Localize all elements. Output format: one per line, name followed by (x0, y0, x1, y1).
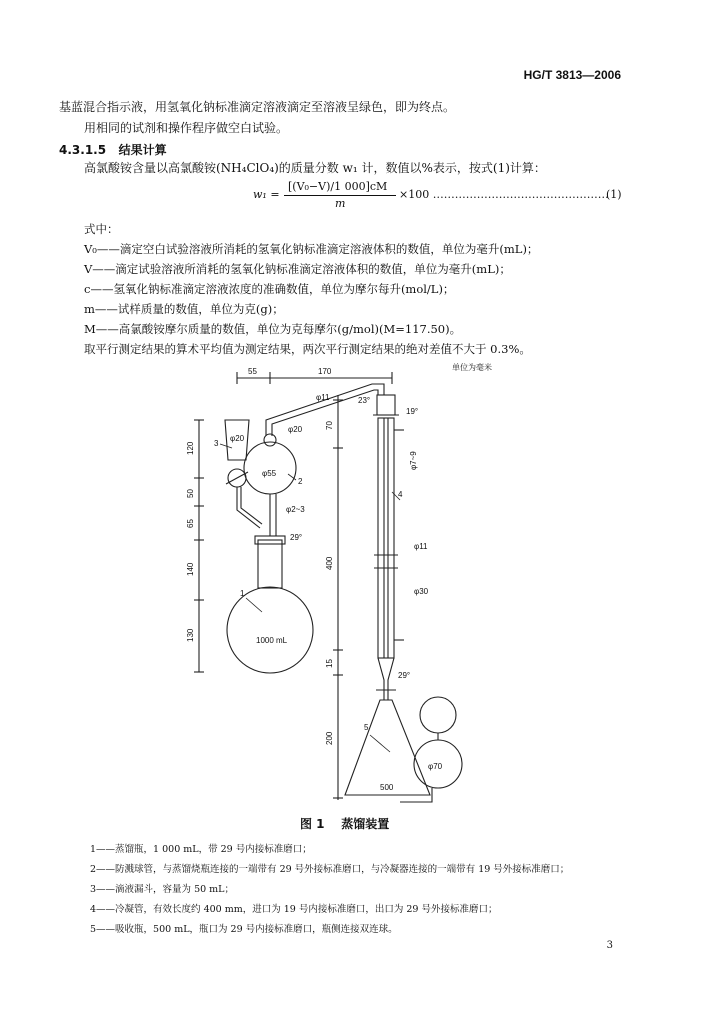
legend-item: 5——吸收瓶，500 mL，瓶口为 29 号内接标准磨口，瓶侧连接双连球。 (90, 924, 398, 935)
conclusion-text: 取平行测定结果的算术平均值为测定结果，两次平行测定结果的绝对差值不大于 0.3%。 (84, 342, 531, 356)
splash-bulb (244, 442, 296, 494)
caption-number: 图 1 (300, 817, 325, 831)
formula-tail: ×100 ………………………………………… (399, 188, 609, 201)
body-text-line-1: 基蓝混合指示液，用氢氧化钠标准滴定溶液滴定至溶液呈绿色，即为终点。 (59, 100, 456, 114)
dim-50: 50 (186, 489, 195, 498)
dim-200: 200 (325, 731, 334, 745)
section-number: 4.3.1.5 (59, 143, 107, 157)
dim-120: 120 (186, 441, 195, 455)
condenser (378, 418, 394, 658)
condenser-joint (377, 395, 395, 415)
dim-phi7-9: φ7~9 (409, 451, 418, 470)
definition-item: V₀——滴定空白试验溶液所消耗的氢氧化钠标准滴定溶液体积的数值，单位为毫升(mL)； (84, 242, 539, 256)
formula-numerator: [(V₀−V)/1 000]cM (288, 180, 388, 193)
dim-phi2-3: φ2~3 (286, 505, 305, 514)
dim-phi11-top: φ11 (316, 393, 330, 402)
part-number-3: 3 (214, 439, 219, 448)
part-number-4: 4 (398, 490, 403, 499)
dim-400: 400 (325, 556, 334, 570)
dim-phi20-funnel: φ20 (230, 434, 245, 443)
figure-caption (300, 815, 389, 832)
unit-note: 单位为毫米 (452, 363, 492, 372)
definitions-intro: 式中： (84, 222, 119, 236)
definition-item: m——试样质量的数值，单位为克(g)； (84, 302, 284, 316)
dim-phi20-bulb: φ20 (288, 425, 303, 434)
document-code: HG/T 3813—2006 (523, 68, 621, 82)
absorber-volume-label: 500 (380, 783, 394, 792)
legend-item: 3——滴液漏斗，容量为 50 mL； (90, 884, 234, 895)
flask-volume-label: 1000 mL (256, 636, 288, 645)
body-text-line-2: 用相同的试剂和操作程序做空白试验。 (84, 121, 289, 135)
equation-number: (1) (606, 188, 622, 201)
definition-item: c——氢氧化钠标准滴定溶液浓度的准确数值，单位为摩尔每升(mol/L)； (84, 282, 455, 296)
dim-55: 55 (248, 367, 257, 376)
part-number-1: 1 (240, 589, 245, 598)
dim-130: 130 (186, 628, 195, 642)
dim-140: 140 (186, 562, 195, 576)
dim-29deg-flask: 29° (290, 533, 303, 542)
caption-title: 蒸馏装置 (341, 817, 390, 831)
dim-70: 70 (325, 421, 334, 430)
absorption-flask (345, 700, 430, 795)
legend-item: 1——蒸馏瓶，1 000 mL，带 29 号内接标准磨口； (90, 844, 312, 855)
legend-item: 2——防溅球管，与蒸馏烧瓶连接的一端带有 29 号外接标准磨口，与冷凝器连接的一端带有 19 号外接标准磨口； (90, 864, 570, 875)
formula-denominator: m (335, 197, 346, 210)
dim-phi11-mid: φ11 (414, 542, 428, 551)
part-number-2: 2 (298, 477, 303, 486)
dim-19deg: 19° (406, 407, 419, 416)
distillation-flask (227, 587, 313, 673)
double-bulb-upper (420, 697, 456, 733)
dim-phi70: φ70 (428, 762, 443, 771)
dim-phi30: φ30 (414, 587, 429, 596)
figure-legend (90, 840, 569, 940)
dim-23deg: 23° (358, 396, 371, 405)
calc-description: 高氯酸铵含量以高氯酸铵(NH₄ClO₄)的质量分数 w₁ 计，数值以%表示，按式(1)计算： (84, 161, 546, 175)
dim-65: 65 (186, 519, 195, 528)
page-number: 3 (606, 940, 613, 951)
section-title: 结果计算 (118, 143, 167, 157)
definition-item: M——高氯酸铵摩尔质量的数值，单位为克每摩尔(g/mol)(M=117.50)。 (84, 322, 462, 336)
dim-phi55: φ55 (262, 469, 277, 478)
legend-item: 4——冷凝管，有效长度约 400 mm，进口为 19 号内接标准磨口，出口为 29 号外接标准磨口； (90, 904, 498, 915)
part-number-5: 5 (364, 723, 369, 732)
definition-item: V——滴定试验溶液所消耗的氢氧化钠标准滴定溶液体积的数值，单位为毫升(mL)； (84, 262, 511, 276)
dim-170: 170 (318, 367, 332, 376)
formula-lhs: w₁ = (253, 188, 280, 201)
dim-15: 15 (325, 659, 334, 668)
dim-29deg-absorber: 29° (398, 671, 411, 680)
